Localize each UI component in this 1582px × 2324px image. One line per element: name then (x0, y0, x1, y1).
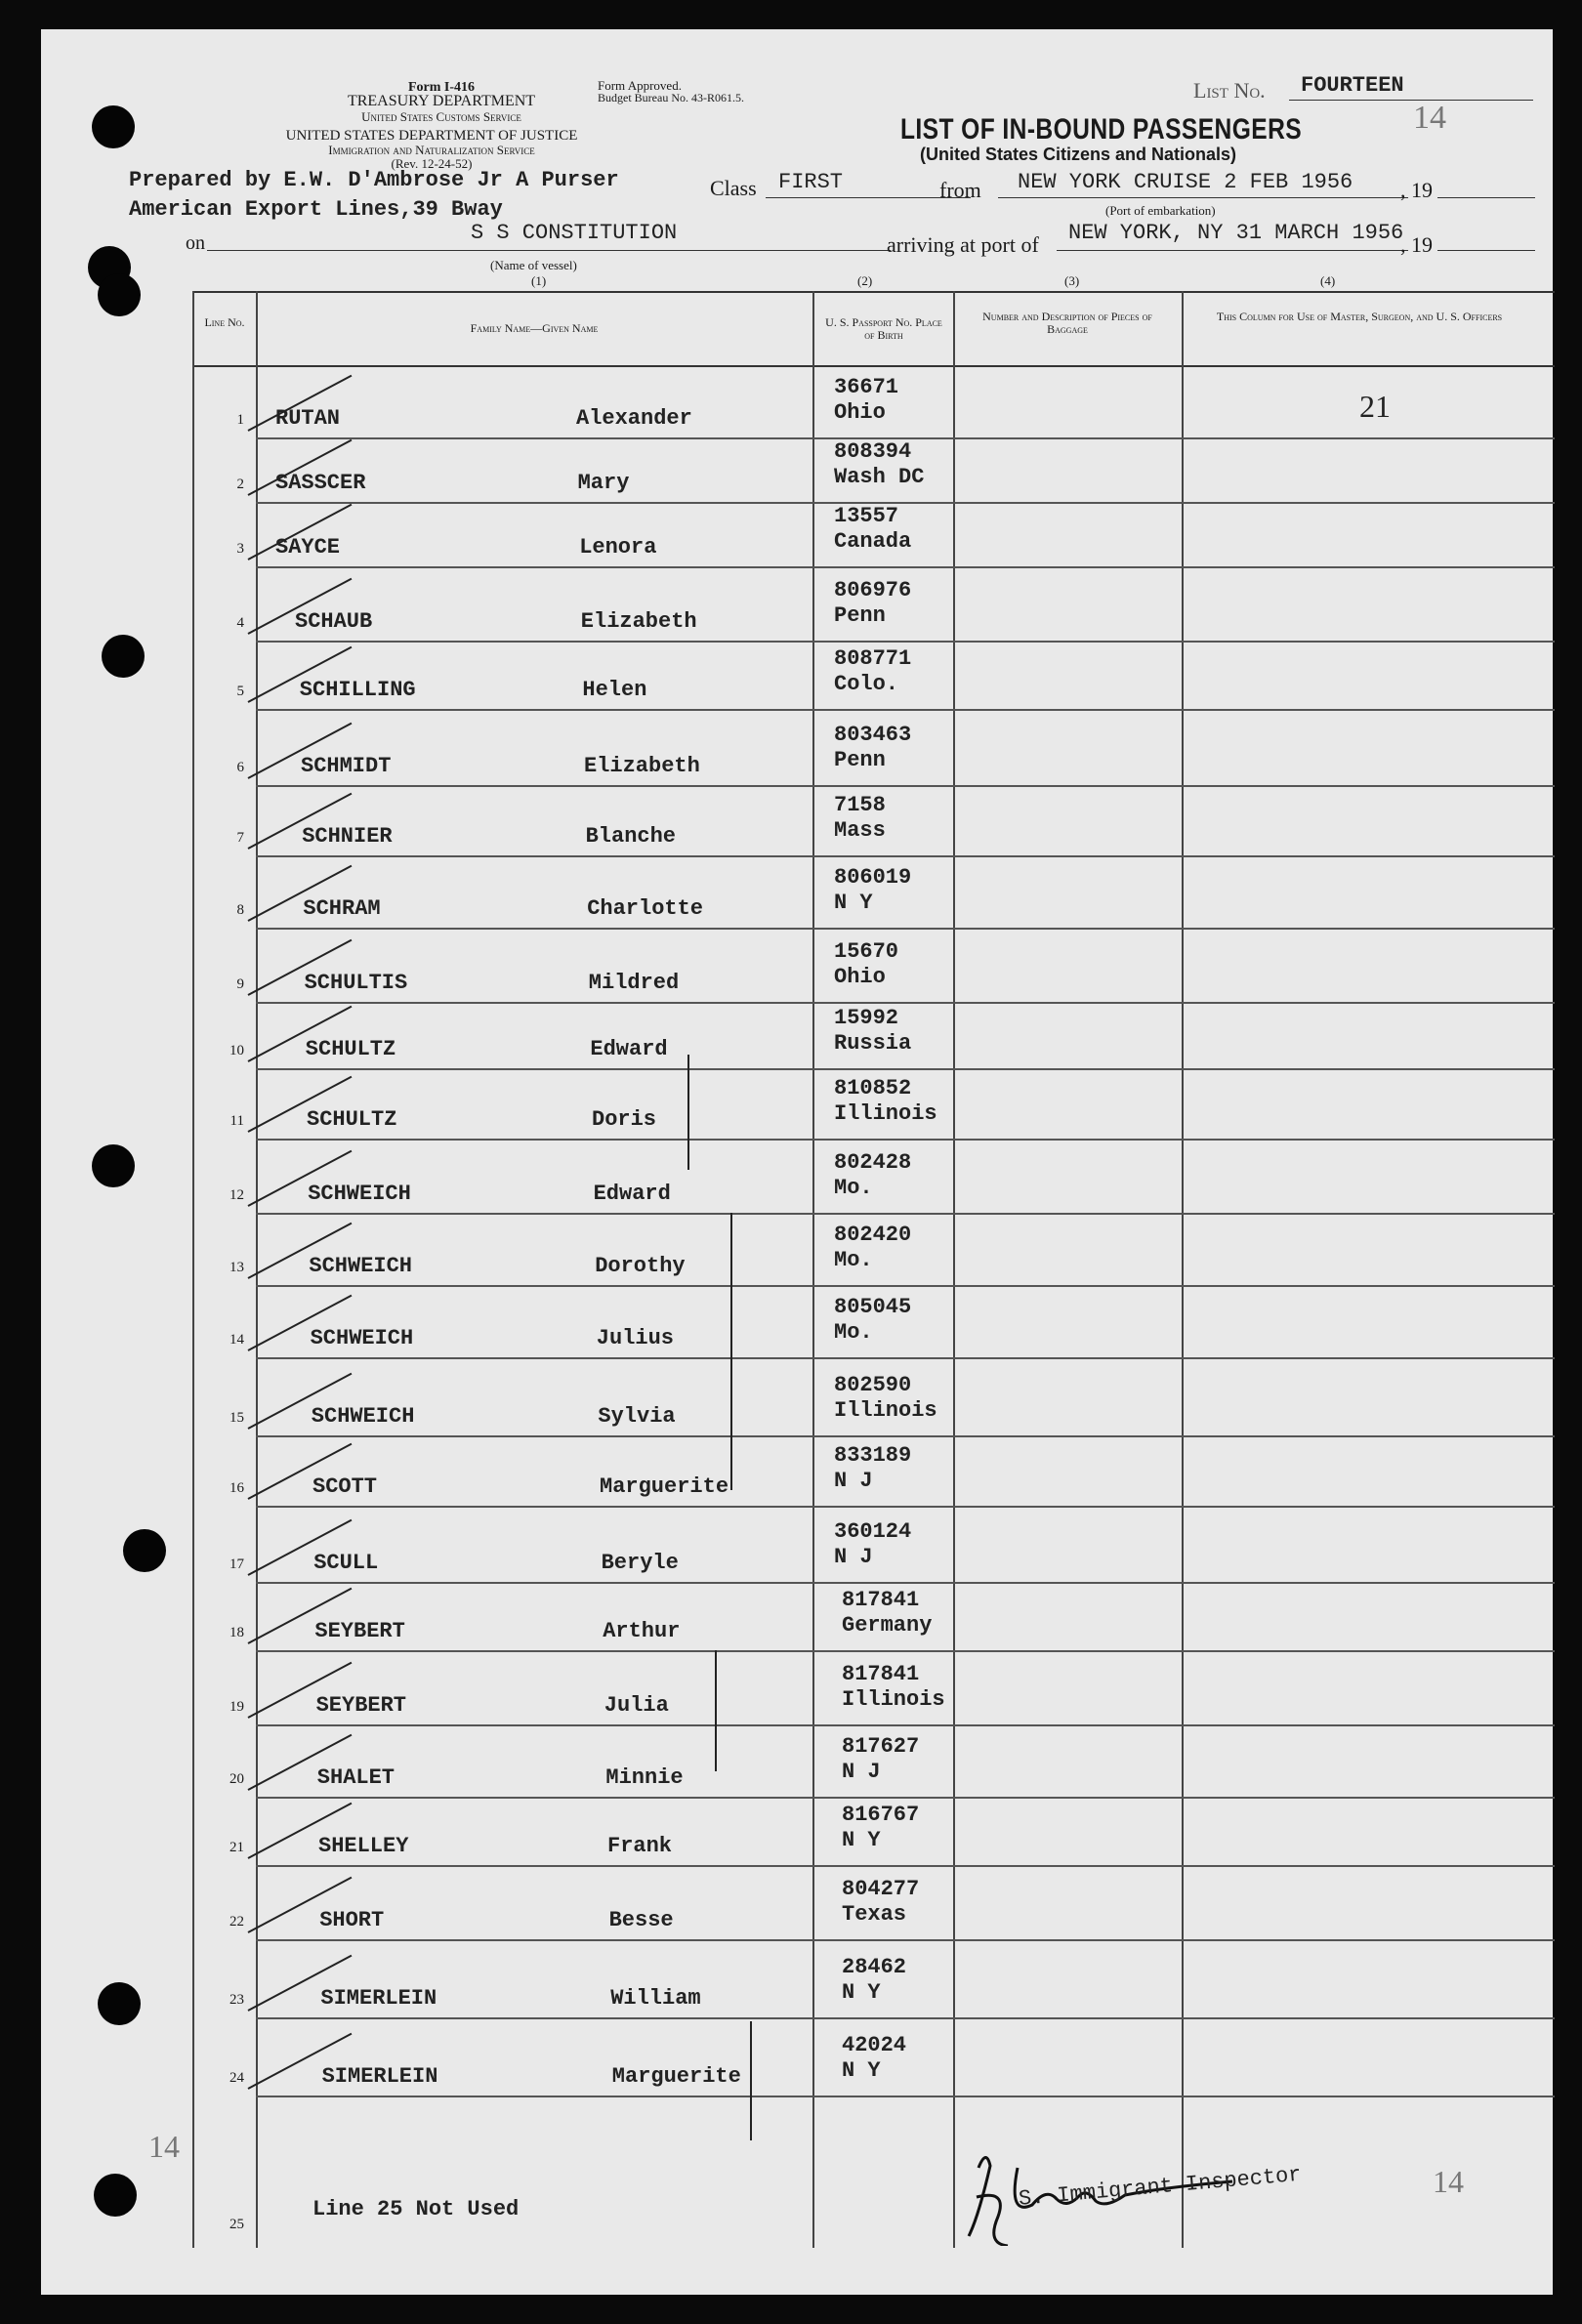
family-name: SASSCER (275, 471, 366, 495)
place-of-birth: Illinois (842, 1687, 945, 1712)
passport-number: 808394 (834, 439, 912, 464)
given-name: Mary (577, 471, 630, 495)
arriving-label: arriving at port of (887, 232, 1039, 257)
family-name: SCHNIER (302, 824, 393, 849)
place-of-birth: Mass (834, 818, 886, 843)
place-of-birth: Texas (842, 1902, 907, 1927)
row-divider (256, 1139, 1555, 1141)
given-name: Julia (604, 1693, 669, 1718)
place-of-birth: Mo. (834, 1248, 873, 1272)
place-of-birth: Ohio (834, 400, 886, 425)
family-name: SCULL (313, 1551, 379, 1575)
col-header-name: Family Name—Given Name (470, 321, 599, 335)
place-of-birth: Ohio (834, 965, 886, 989)
row-divider (256, 1865, 1555, 1867)
given-name: Julius (596, 1326, 675, 1350)
place-of-birth: N Y (842, 1980, 881, 2005)
immigration-service: Immigration and Naturalization Service (328, 143, 535, 157)
row-divider (256, 1068, 1555, 1070)
passport-number: 802420 (834, 1223, 912, 1247)
passport-number: 806976 (834, 578, 912, 602)
family-name: RUTAN (275, 406, 341, 431)
name-divider (812, 291, 814, 2248)
passport-number: 802428 (834, 1150, 912, 1175)
passport-number: 833189 (834, 1443, 912, 1468)
family-name: SHORT (319, 1908, 385, 1932)
family-bracket (730, 1213, 732, 1490)
place-of-birth: N J (834, 1469, 873, 1493)
given-name: Arthur (603, 1619, 681, 1643)
given-name: Beryle (601, 1551, 679, 1575)
baggage-divider (1182, 291, 1184, 2248)
passport-number: 816767 (842, 1803, 920, 1827)
justice-department: UNITED STATES DEPARTMENT OF JUSTICE (285, 128, 578, 144)
given-name: Doris (592, 1107, 657, 1132)
row-divider (256, 1002, 1555, 1004)
passport-number: 817841 (842, 1662, 920, 1686)
place-of-birth: Germany (842, 1613, 933, 1638)
given-name: Lenora (579, 535, 657, 560)
place-of-birth: Illinois (834, 1101, 937, 1126)
passport-number: 15992 (834, 1006, 899, 1030)
line-number: 6 (236, 760, 244, 775)
line-number: 25 (229, 2217, 244, 2232)
place-of-birth: Wash DC (834, 465, 925, 489)
passport-number: 805045 (834, 1295, 912, 1319)
list-no-handwritten: 14 (1413, 100, 1446, 136)
row-divider (256, 1506, 1555, 1508)
given-name: Alexander (576, 406, 692, 431)
place-of-birth: N Y (834, 891, 873, 915)
place-of-birth: N J (842, 1760, 881, 1784)
class-value: FIRST (778, 170, 844, 194)
margin-number-right: 14 (1433, 2164, 1464, 2199)
table-header-border (192, 365, 1555, 367)
line-number: 5 (236, 684, 244, 699)
row-divider (256, 1650, 1555, 1652)
line-no-divider (256, 291, 258, 2248)
row-divider (256, 1213, 1555, 1215)
place-of-birth: Illinois (834, 1398, 937, 1423)
row-divider (256, 1939, 1555, 1941)
place-of-birth: Mo. (834, 1320, 873, 1345)
table-top-border (192, 291, 1555, 293)
line-number: 11 (229, 1113, 244, 1129)
year-suffix-2: , 19 (1400, 232, 1433, 257)
list-no-value: FOURTEEN (1301, 73, 1404, 98)
revision-date: (Rev. 12-24-52) (391, 156, 473, 171)
family-name: SCHULTZ (307, 1107, 397, 1132)
customs-service: United States Customs Service (361, 109, 521, 124)
line-number: 12 (229, 1187, 244, 1203)
vessel-value: S S CONSTITUTION (471, 221, 678, 245)
inspector-title: S. Immigrant Inspector (1018, 2162, 1303, 2212)
family-name: SCHULTZ (305, 1037, 396, 1061)
officer-note: 21 (1359, 389, 1391, 424)
passport-number: 817841 (842, 1588, 920, 1612)
col-num-3: (3) (1064, 273, 1080, 288)
manifest-table (41, 29, 1553, 2295)
family-name: SCHAUB (295, 609, 373, 634)
given-name: Sylvia (598, 1404, 676, 1429)
line-number: 10 (229, 1043, 244, 1058)
family-name: SCHULTIS (304, 971, 408, 995)
place-of-birth: N Y (842, 1828, 881, 1852)
given-name: Marguerite (600, 1474, 729, 1499)
family-name: SHALET (316, 1765, 396, 1790)
family-bracket (715, 1650, 717, 1771)
given-name: William (610, 1986, 701, 2011)
family-name: SAYCE (275, 535, 341, 560)
given-name: Edward (590, 1037, 668, 1061)
given-name: Helen (582, 678, 647, 702)
row-divider (256, 1357, 1555, 1359)
row-divider (256, 855, 1555, 857)
row-divider (256, 502, 1555, 504)
manifest-sheet (41, 29, 1553, 2295)
place-of-birth: Penn (834, 748, 886, 772)
place-of-birth: Russia (834, 1031, 912, 1056)
from-value: NEW YORK CRUISE 2 FEB 1956 (1018, 170, 1353, 194)
passport-number: 28462 (842, 1955, 907, 1979)
treasury-department: TREASURY DEPARTMENT (347, 93, 536, 109)
place-of-birth: Penn (834, 603, 886, 628)
passport-number: 36671 (834, 375, 899, 399)
line-number: 4 (236, 615, 244, 631)
page-title: LIST OF IN-BOUND PASSENGERS (900, 113, 1303, 145)
col-num-4: (4) (1320, 273, 1336, 288)
prepared-by: Prepared by E.W. D'Ambrose Jr A Purser (129, 168, 619, 192)
class-label: Class (710, 176, 757, 200)
col-header-baggage: Number and Description of Pieces of Baggage (982, 310, 1152, 336)
line-number: 18 (229, 1625, 244, 1640)
passport-number: 810852 (834, 1076, 912, 1100)
line-number: 17 (229, 1556, 244, 1572)
family-name: SCHRAM (303, 896, 381, 921)
line-number: 9 (236, 976, 244, 992)
row-divider (256, 641, 1555, 643)
family-name: SCHWEICH (310, 1326, 414, 1350)
family-name: SIMERLEIN (321, 2064, 438, 2089)
passport-number: 804277 (842, 1877, 920, 1901)
row-divider (256, 785, 1555, 787)
given-name: Marguerite (611, 2064, 741, 2089)
family-name: SCHMIDT (301, 754, 392, 778)
row-divider (256, 1285, 1555, 1287)
line-number: 22 (229, 1914, 244, 1930)
row-divider (256, 1435, 1555, 1437)
place-of-birth: Mo. (834, 1176, 873, 1200)
line-number: 16 (229, 1480, 244, 1496)
form-number: Form I-416 (407, 80, 476, 95)
given-name: Edward (593, 1182, 671, 1206)
place-of-birth: Canada (834, 529, 912, 554)
passport-number: 360124 (834, 1519, 912, 1544)
family-name: SEYBERT (315, 1693, 407, 1718)
line-number: 7 (236, 830, 244, 846)
vessel-name-label: (Name of vessel) (490, 258, 577, 272)
given-name: Minnie (605, 1765, 684, 1790)
port-embarkation-label: (Port of embarkation) (1105, 203, 1216, 218)
given-name: Besse (608, 1908, 674, 1932)
row-divider (256, 1797, 1555, 1799)
list-no-label: List No. (1193, 78, 1266, 103)
passport-number: 42024 (842, 2033, 907, 2057)
family-name: SEYBERT (314, 1619, 405, 1643)
line-number: 20 (229, 1771, 244, 1787)
passport-number: 806019 (834, 865, 912, 890)
margin-number-left: 14 (148, 2129, 180, 2164)
line-number: 23 (229, 1992, 244, 2008)
given-name: Charlotte (587, 896, 704, 921)
line-number: 15 (229, 1410, 244, 1426)
col-num-2: (2) (857, 273, 873, 288)
col-header-passport: U. S. Passport No. Place of Birth (825, 315, 942, 342)
family-name: SIMERLEIN (320, 1986, 437, 2011)
row-divider (256, 566, 1555, 568)
col-header-line-no: Line No. (204, 315, 245, 329)
family-name: SCHILLING (299, 678, 416, 702)
from-label: from (939, 178, 981, 202)
budget-bureau: Budget Bureau No. 43-R061.5. (598, 91, 744, 104)
place-of-birth: N J (834, 1545, 873, 1569)
on-label: on (186, 232, 205, 254)
family-name: SCHWEICH (311, 1404, 415, 1429)
family-name: SHELLEY (318, 1834, 409, 1858)
shipping-line: American Export Lines,39 Bway (129, 197, 503, 222)
given-name: Elizabeth (584, 754, 700, 778)
line-number: 19 (229, 1699, 244, 1715)
arriving-value: NEW YORK, NY 31 MARCH 1956 (1068, 221, 1404, 245)
form-approved: Form Approved. (598, 78, 682, 93)
passport-number: 15670 (834, 939, 899, 964)
family-name: SCOTT (312, 1474, 378, 1499)
line-25-not-used: Line 25 Not Used (312, 2197, 520, 2221)
row-divider (256, 2096, 1555, 2097)
given-name: Blanche (585, 824, 677, 849)
col-header-officers: This Column for Use of Master, Surgeon, and U. S. Officers (1216, 310, 1503, 323)
row-divider (256, 1582, 1555, 1584)
place-of-birth: N Y (842, 2058, 881, 2083)
line-number: 8 (236, 902, 244, 918)
row-divider (256, 1724, 1555, 1726)
given-name: Dorothy (595, 1254, 686, 1278)
family-name: SCHWEICH (309, 1254, 413, 1278)
family-bracket (750, 2021, 752, 2140)
passport-number: 802590 (834, 1373, 912, 1397)
family-name: SCHWEICH (308, 1182, 411, 1206)
page-subtitle: (United States Citizens and Nationals) (920, 145, 1237, 164)
line-number: 14 (229, 1332, 244, 1348)
passport-number: 803463 (834, 723, 912, 747)
line-number: 13 (229, 1260, 244, 1275)
line-number: 3 (236, 541, 244, 557)
passport-number: 817627 (842, 1734, 920, 1759)
line-number: 1 (236, 412, 244, 428)
place-of-birth: Colo. (834, 672, 899, 696)
line-number: 24 (229, 2070, 244, 2086)
passport-number: 808771 (834, 646, 912, 671)
given-name: Frank (607, 1834, 673, 1858)
passport-number: 7158 (834, 793, 886, 817)
family-bracket (687, 1055, 689, 1170)
row-divider (256, 2017, 1555, 2019)
row-divider (256, 928, 1555, 930)
given-name: Elizabeth (580, 609, 697, 634)
row-divider (256, 709, 1555, 711)
table-left-border (192, 291, 194, 2248)
given-name: Mildred (588, 971, 680, 995)
col-num-1: (1) (531, 273, 547, 288)
line-number: 2 (236, 477, 244, 492)
passport-divider (953, 291, 955, 2248)
line-number: 21 (229, 1840, 244, 1855)
passport-number: 13557 (834, 504, 899, 528)
year-suffix-1: , 19 (1400, 178, 1433, 202)
